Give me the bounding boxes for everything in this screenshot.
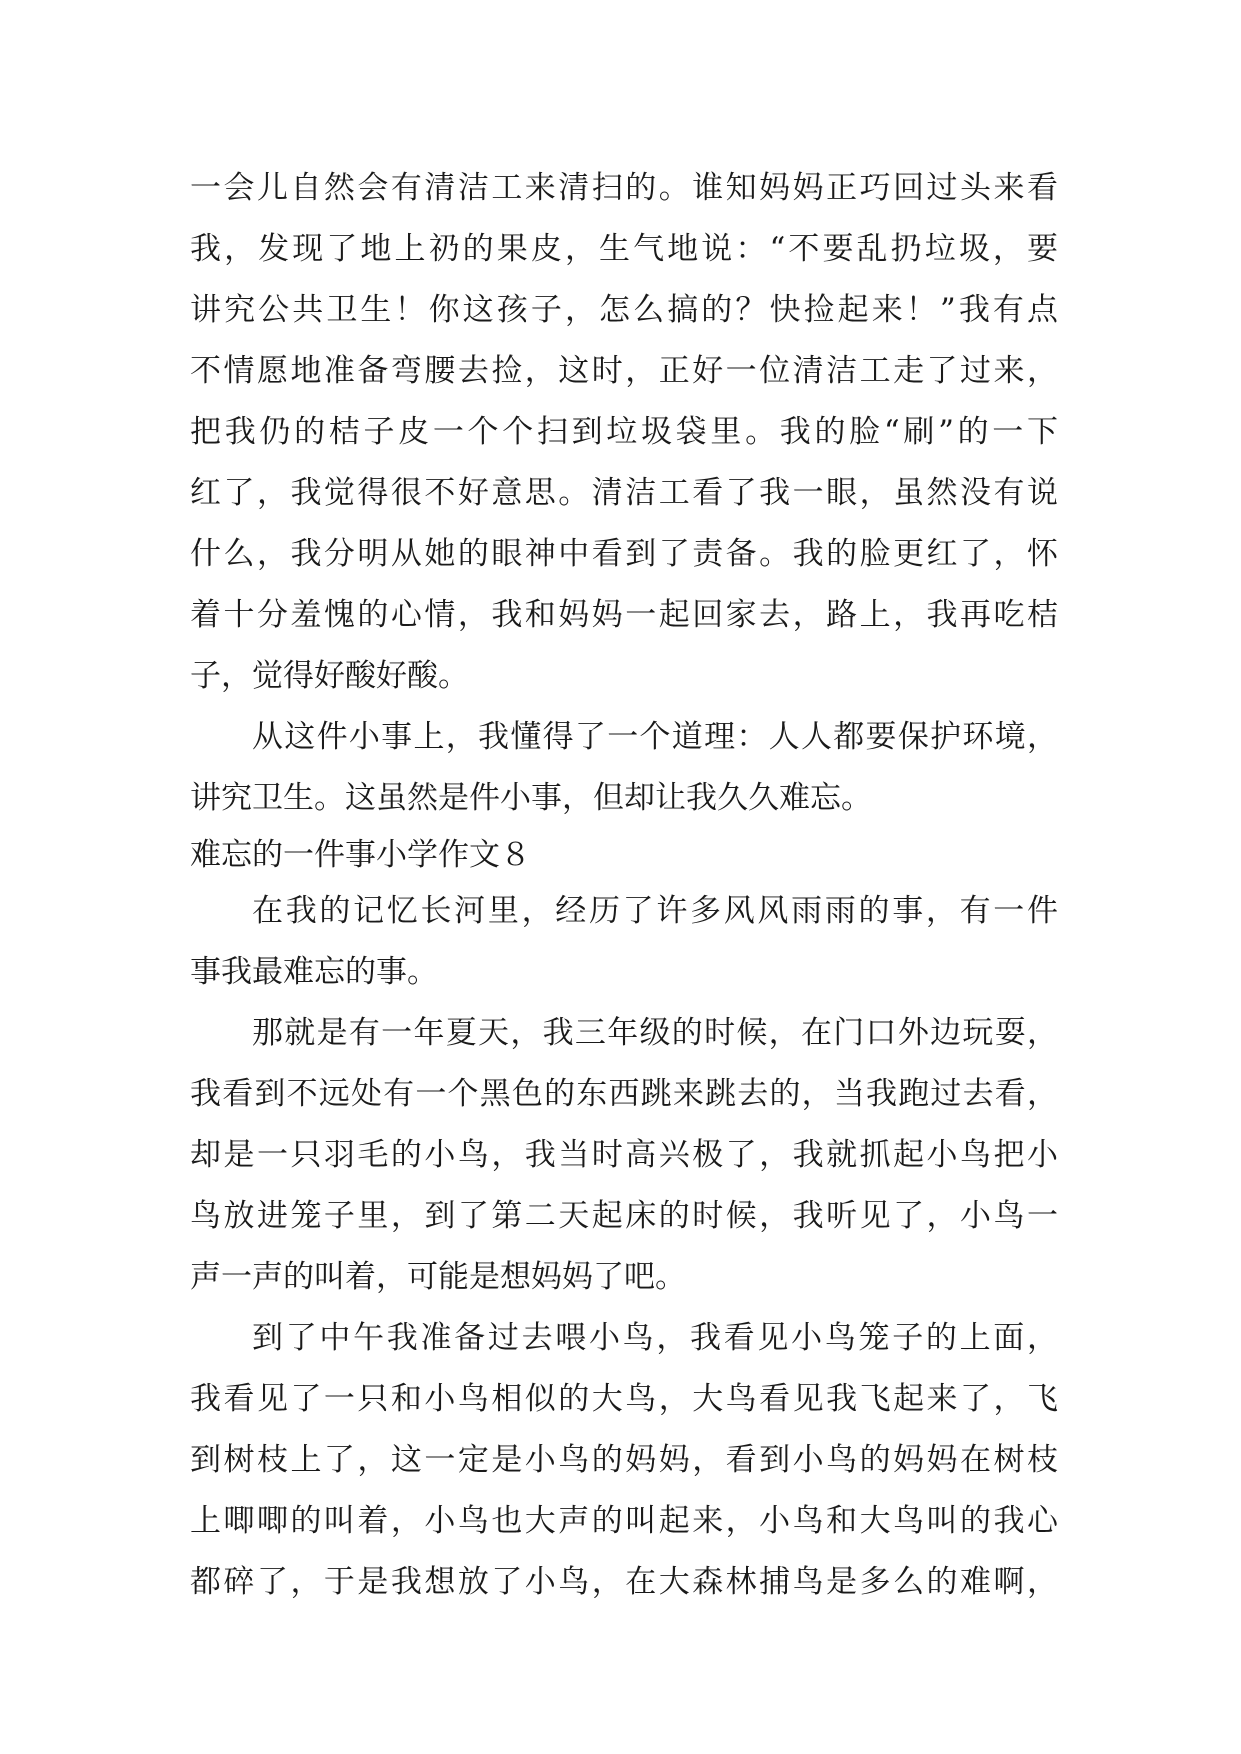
section-heading: 难忘的一件事小学作文８ [190,837,531,873]
paragraph [190,1308,1058,1613]
text-line: 我看到不远处有一个黑色的东西跳来跳去的，当我跑过去看， [190,1076,1058,1112]
text-line: 我看见了一只和小鸟相似的大鸟，大鸟看见我飞起来了，飞 [190,1381,1058,1417]
text-line: 到了中午我准备过去喂小鸟，我看见小鸟笼子的上面， [252,1320,1058,1356]
text-line: 不情愿地准备弯腰去捡，这时，正好一位清洁工走了过来， [190,353,1058,389]
paragraph [190,881,1058,1003]
text-line: 到树枝上了，这一定是小鸟的妈妈，看到小鸟的妈妈在树枝 [190,1442,1058,1478]
text-line: 事我最难忘的事。 [190,954,438,990]
text-line: 子，觉得好酸好酸。 [190,658,469,694]
document-body [190,158,1058,1613]
text-line: 却是一只羽毛的小鸟，我当时高兴极了，我就抓起小鸟把小 [190,1137,1058,1173]
text-line: 红了，我觉得很不好意思。清洁工看了我一眼，虽然没有说 [190,475,1058,511]
text-line: 那就是有一年夏天，我三年级的时候，在门口外边玩耍， [252,1015,1058,1051]
paragraph [190,158,1058,707]
text-line: 在我的记忆长河里，经历了许多风风雨雨的事，有一件 [252,893,1058,929]
text-line: 着十分羞愧的心情，我和妈妈一起回家去，路上，我再吃桔 [190,597,1058,633]
paragraph [190,707,1058,829]
text-line: 把我仍的桔子皮一个个扫到垃圾袋里。我的脸“刷”的一下 [190,414,1058,450]
text-line: 一会儿自然会有清洁工来清扫的。谁知妈妈正巧回过头来看 [190,170,1058,206]
paragraph [190,1003,1058,1308]
text-line: 都碎了，于是我想放了小鸟，在大森林捕鸟是多么的难啊， [190,1564,1058,1600]
text-line: 上唧唧的叫着，小鸟也大声的叫起来，小鸟和大鸟叫的我心 [190,1503,1058,1539]
text-line: 我，发现了地上礽的果皮，生气地说：“不要乱扔垃圾，要 [190,231,1058,267]
text-line: 什么，我分明从她的眼神中看到了责备。我的脸更红了，怀 [190,536,1058,572]
text-line: 声一声的叫着，可能是想妈妈了吧。 [190,1259,686,1295]
text-line: 鸟放进笼子里，到了第二天起床的时候，我听见了，小鸟一 [190,1198,1058,1234]
text-line: 讲究卫生。这虽然是件小事，但却让我久久难忘。 [190,780,872,816]
text-line: 讲究公共卫生！你这孩子，怎么搞的？快捡起来！”我有点 [190,292,1058,328]
text-line: 从这件小事上，我懂得了一个道理：人人都要保护环境， [252,719,1058,755]
